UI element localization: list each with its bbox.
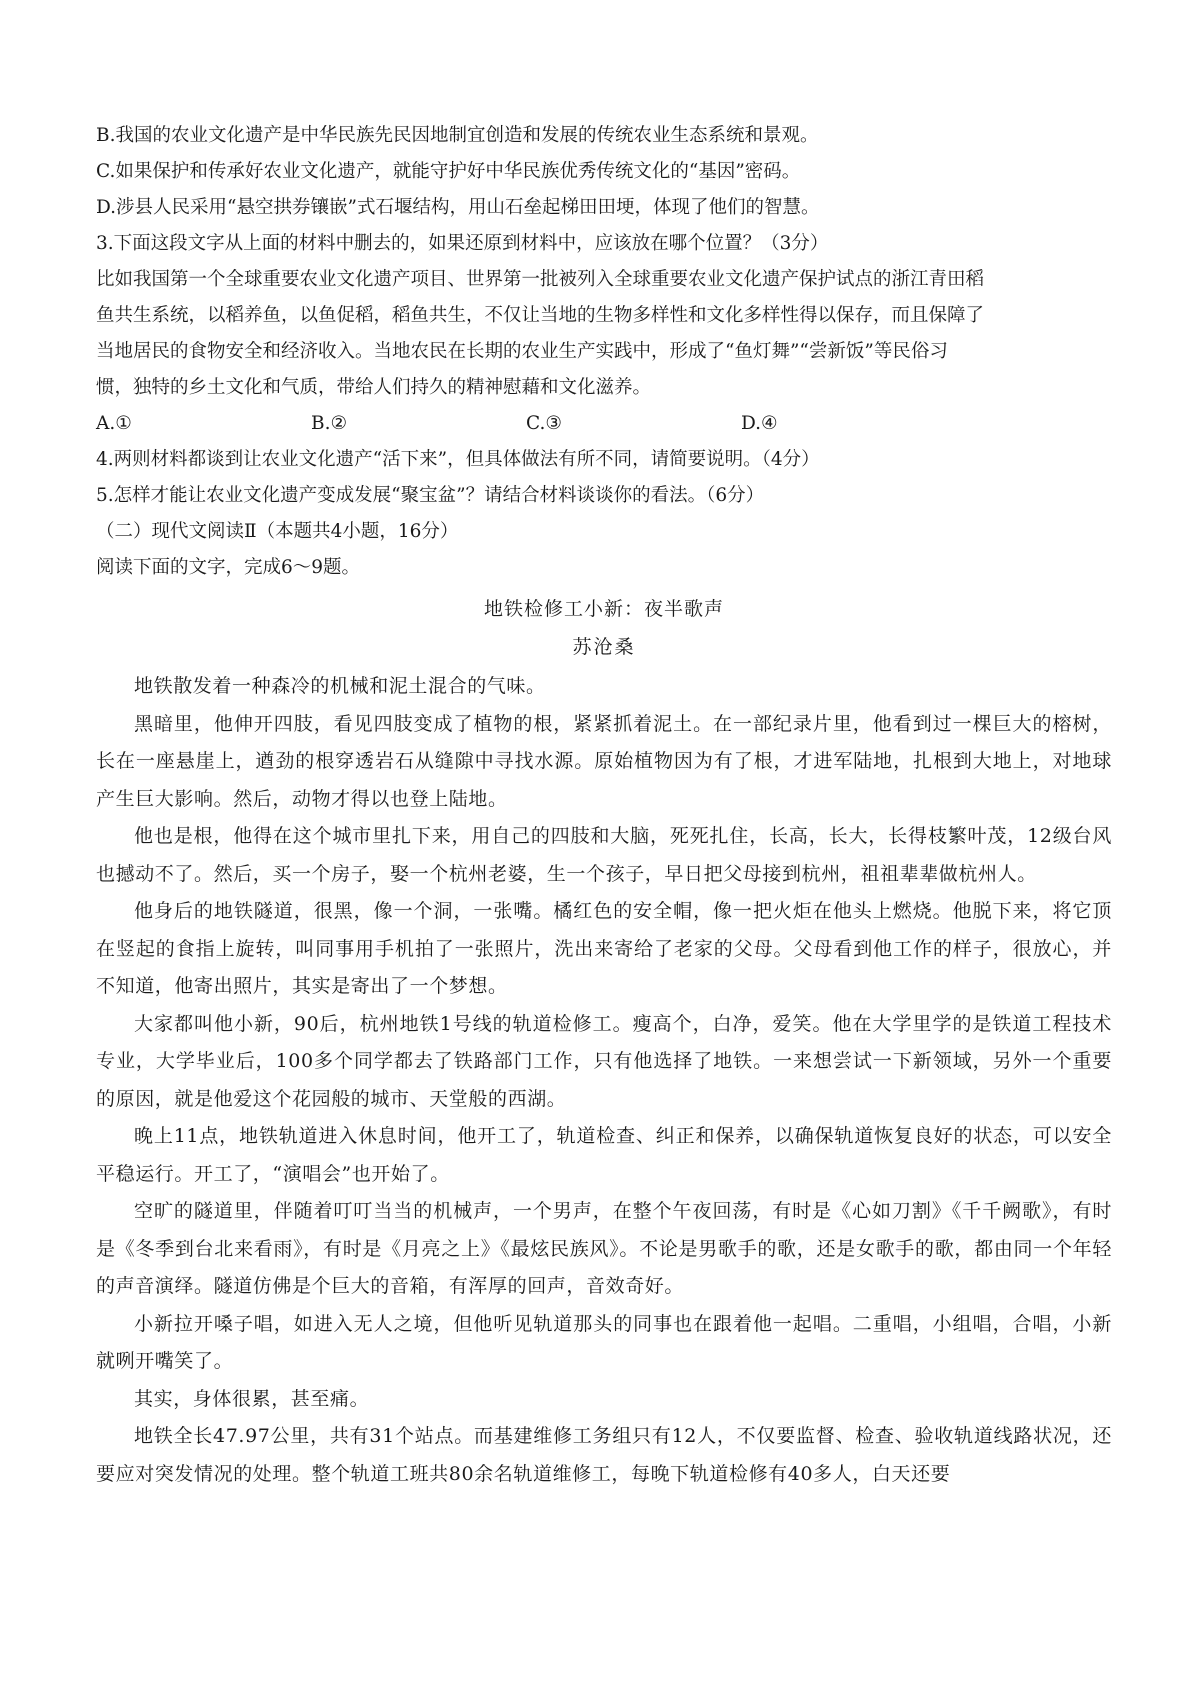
article-paragraph: 晚上11点，地铁轨道进入休息时间，他开工了，轨道检查、纠正和保养，以确保轨道恢复良好的状态，可以安全平稳运行。开工了，“演唱会”也开始了。	[96, 1125, 1112, 1185]
question-3-option-d: D.④	[741, 413, 778, 434]
option-d: D.涉县人民采用“悬空拱券镶嵌”式石堰结构，用山石垒起梯田田埂，体现了他们的智慧。	[96, 197, 820, 218]
article-paragraph: 他身后的地铁隧道，很黑，像一个洞，一张嘴。橘红色的安全帽，像一把火炬在他头上燃烧。他脱下来，将它顶在竖起的食指上旋转，叫同事用手机拍了一张照片，洗出来寄给了老家的父母。父母看到他工作的样子，很放心，并不知道，他寄出照片，其实是寄出了一个梦想。	[96, 900, 1112, 997]
question-4: 4.两则材料都谈到让农业文化遗产“活下来”，但具体做法有所不同，请简要说明。（4分）	[96, 449, 820, 470]
option-b: B.我国的农业文化遗产是中华民族先民因地制宜创造和发展的传统农业生态系统和景观。	[96, 125, 819, 146]
article-paragraph: 地铁散发着一种森冷的机械和泥土混合的气味。	[134, 675, 546, 697]
article-paragraph: 小新拉开嗓子唱，如进入无人之境，但他听见轨道那头的同事也在跟着他一起唱。二重唱，小组唱，合唱，小新就咧开嘴笑了。	[96, 1312, 1112, 1372]
question-3-options	[96, 406, 1112, 442]
question-5: 5.怎样才能让农业文化遗产变成发展“聚宝盆”？请结合材料谈谈你的看法。（6分）	[96, 485, 765, 506]
question-3-option-a: A.①	[96, 413, 132, 434]
question-3-option-c: C.③	[526, 413, 562, 434]
question-3-passage-line: 惯，独特的乡土文化和气质，带给人们持久的精神慰藉和文化滋养。	[96, 377, 652, 398]
article-paragraph: 他也是根，他得在这个城市里扎下来，用自己的四肢和大脑，死死扎住，长高，长大，长得枝繁叶茂，12级台风也撼动不了。然后，买一个房子，娶一个杭州老婆，生一个孩子，早日把父母接到杭州，祖祖辈辈做杭州人。	[96, 825, 1112, 885]
article-author: 苏沧桑	[572, 636, 636, 658]
question-3-option-b: B.②	[311, 413, 348, 434]
question-3-passage-line: 当地居民的食物安全和经济收入。当地农民在长期的农业生产实践中，形成了“鱼灯舞”“尝新饭”等民俗习	[96, 341, 948, 362]
question-3-passage-line: 比如我国第一个全球重要农业文化遗产项目、世界第一批被列入全球重要农业文化遗产保护试点的浙江青田稻	[96, 269, 985, 290]
article-paragraph: 黑暗里，他伸开四肢，看见四肢变成了植物的根，紧紧抓着泥土。在一部纪录片里，他看到过一棵巨大的榕树，长在一座悬崖上，遒劲的根穿透岩石从缝隙中寻找水源。原始植物因为有了根，才进军陆地，扎根到大地上，对地球产生巨大影响。然后，动物才得以也登上陆地。	[96, 712, 1112, 810]
article-body	[96, 668, 1112, 1493]
article-paragraph: 大家都叫他小新，90后，杭州地铁1号线的轨道检修工。瘦高个，白净，爱笑。他在大学里学的是铁道工程技术专业，大学毕业后，100多个同学都去了铁路部门工作，只有他选择了地铁。一来想尝试一下新领域，另外一个重要的原因，就是他爱这个花园般的城市、天堂般的西湖。	[96, 1012, 1112, 1110]
question-3-stem: 3.下面这段文字从上面的材料中删去的，如果还原到材料中，应该放在哪个位置？（3分）	[96, 233, 829, 254]
article-paragraph: 空旷的隧道里，伴随着叮叮当当的机械声，一个男声，在整个午夜回荡，有时是《心如刀割》《千千阙歌》，有时是《冬季到台北来看雨》，有时是《月亮之上》《最炫民族风》。不论是男歌手的歌，还是女歌手的歌，都由同一个年轻的声音演绎。隧道仿佛是个巨大的音箱，有浑厚的回声，音效奇好。	[96, 1200, 1112, 1297]
question-3-passage-line: 鱼共生系统，以稻养鱼，以鱼促稻，稻鱼共生，不仅让当地的生物多样性和文化多样性得以保存，而且保障了	[96, 305, 985, 326]
section-heading: （二）现代文阅读Ⅱ（本题共4小题，16分）	[96, 521, 459, 542]
article-paragraph: 地铁全长47.97公里，共有31个站点。而基建维修工务组只有12人，不仅要监督、检查、验收轨道线路状况，还要应对突发情况的处理。整个轨道工班共80余名轨道维修工，每晚下轨道检修有40多人，白天还要	[96, 1425, 1112, 1485]
article-title: 地铁检修工小新：夜半歌声	[483, 598, 724, 620]
article-paragraph: 其实，身体很累，甚至痛。	[134, 1387, 370, 1410]
section-instruction: 阅读下面的文字，完成6～9题。	[96, 557, 361, 578]
exam-page	[96, 118, 1112, 1493]
option-c: C.如果保护和传承好农业文化遗产，就能守护好中华民族优秀传统文化的“基因”密码。	[96, 161, 801, 182]
